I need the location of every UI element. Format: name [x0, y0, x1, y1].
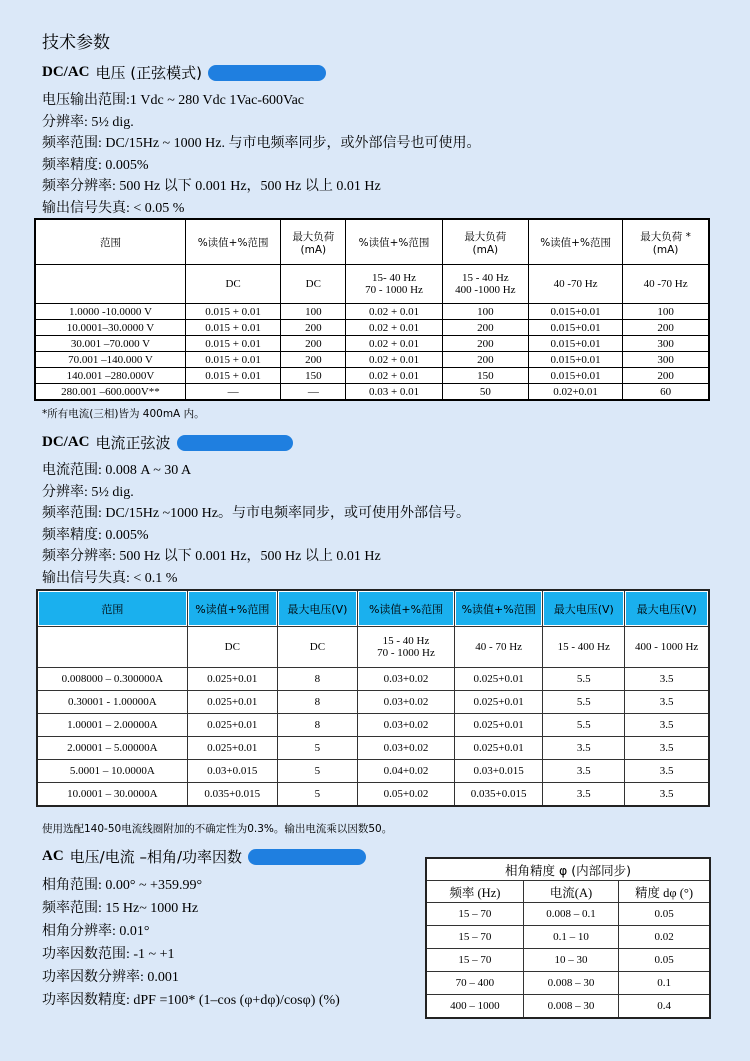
table-cell: 200 [442, 320, 528, 336]
voltage-heading-bold: DC/AC [42, 64, 90, 80]
table-cell: 3.5 [625, 783, 709, 807]
voltage-specs [42, 90, 480, 219]
table-cell: 200 [281, 352, 346, 368]
table-row [37, 691, 709, 714]
table-caption: 相角精度 φ (内部同步) [426, 858, 710, 881]
subheader-cell: DC [281, 265, 346, 304]
current-heading-bold: DC/AC [42, 434, 90, 450]
table-cell: 0.03+0.02 [357, 668, 454, 691]
current-spec-line: 频率范围: DC/15Hz ~1000 Hz。与市电频率同步，或可使用外部信号。 [42, 506, 470, 521]
table-cell: 3.5 [625, 691, 709, 714]
table-row [426, 972, 710, 995]
subheader-cell: 40 - 70 Hz [455, 627, 543, 668]
column-header: 最大电压(V) [543, 590, 625, 627]
column-header: 最大负荷 (mA) [442, 219, 528, 265]
table-cell: 8 [277, 714, 357, 737]
current-spec-line: 分辨率: 5½ dig. [42, 484, 134, 500]
voltage-table-body [35, 304, 709, 401]
current-spec-line: 输出信号失真: < 0.1 % [42, 570, 178, 586]
table-cell: 0.05 [619, 903, 710, 926]
column-header: %读值+%范围 [346, 219, 442, 265]
table-cell: 0.05+0.02 [357, 783, 454, 807]
table-cell: 70 – 400 [426, 972, 523, 995]
table-cell: 100 [623, 304, 709, 320]
column-header: 电流(A) [523, 881, 618, 903]
table-cell: 0.02+0.01 [528, 384, 622, 401]
table-cell: 0.025+0.01 [455, 668, 543, 691]
table-cell: 8 [277, 691, 357, 714]
phase-spec-line: 功率因数精度: dPF =100* (1–cos (φ+dφ)/cosφ) (%) [42, 993, 340, 1008]
table-row [35, 336, 709, 352]
subheader-cell: 15 - 40 Hz 400 -1000 Hz [442, 265, 528, 304]
current-spec-line: 频率分辨率: 500 Hz 以下 0.001 Hz，500 Hz 以上 0.01 Hz [42, 549, 381, 564]
table-cell: 0.015 + 0.01 [185, 352, 280, 368]
table-cell: 0.05 [619, 949, 710, 972]
voltage-table [34, 218, 710, 401]
subheader-cell: DC [185, 265, 280, 304]
table-cell: 0.035+0.015 [455, 783, 543, 807]
phase-spec-line: 功率因数范围: -1 ~ +1 [42, 947, 175, 962]
table-header-row [35, 219, 709, 265]
subheader-cell: 15 - 400 Hz [543, 627, 625, 668]
table-cell: 5 [277, 737, 357, 760]
table-cell: 8 [277, 668, 357, 691]
subheader-cell: 40 -70 Hz [528, 265, 622, 304]
column-header: 范围 [37, 590, 187, 627]
table-cell: 0.015 + 0.01 [185, 320, 280, 336]
current-spec-line: 电流范围: 0.008 A ~ 30 A [42, 463, 192, 478]
voltage-spec-line: 频率精度: 0.005% [42, 157, 149, 173]
table-cell: 60 [623, 384, 709, 401]
table-cell: 1.0000 -10.0000 V [35, 304, 185, 320]
column-header: %读值+%范围 [528, 219, 622, 265]
table-cell: 200 [442, 336, 528, 352]
subheader-cell [35, 265, 185, 304]
table-cell: 0.04+0.02 [357, 760, 454, 783]
phase-accuracy-table [425, 857, 711, 1019]
table-cell: 0.015+0.01 [528, 336, 622, 352]
table-cell: — [281, 384, 346, 401]
table-cell: 0.008 – 0.1 [523, 903, 618, 926]
table-subheader-row [35, 265, 709, 304]
table-cell: 10.0001–30.0000 V [35, 320, 185, 336]
table-caption-row [426, 858, 710, 881]
table-row [35, 304, 709, 320]
table-cell: 15 – 70 [426, 926, 523, 949]
table-row [37, 760, 709, 783]
subheader-cell: DC [277, 627, 357, 668]
subheader-cell: 15 - 40 Hz 70 - 1000 Hz [357, 627, 454, 668]
voltage-spec-line: 电压输出范围:1 Vdc ~ 280 Vdc 1Vac-600Vac [42, 93, 304, 108]
table-cell: 0.03+0.015 [455, 760, 543, 783]
column-header: 精度 dφ (°) [619, 881, 710, 903]
voltage-spec-line: 频率分辨率: 500 Hz 以下 0.001 Hz，500 Hz 以上 0.01 Hz [42, 179, 381, 194]
table-cell: 0.02 + 0.01 [346, 320, 442, 336]
table-cell: 2.00001 – 5.00000A [37, 737, 187, 760]
table-cell: 70.001 –140.000 V [35, 352, 185, 368]
page-title: 技术参数 [42, 33, 110, 53]
table-cell: 0.4 [619, 995, 710, 1019]
voltage-note: *所有电流(三相)皆为 400mA 内。 [42, 408, 205, 420]
phase-spec-line: 功率因数分辨率: 0.001 [42, 970, 179, 985]
current-spec-line: 频率精度: 0.005% [42, 527, 149, 543]
table-cell: 0.025+0.01 [455, 714, 543, 737]
voltage-heading [42, 62, 326, 83]
voltage-heading-cn: 电压 (正弦模式) [95, 64, 202, 82]
table-row [426, 903, 710, 926]
table-cell: 0.015 + 0.01 [185, 368, 280, 384]
table-cell: 0.03+0.015 [187, 760, 277, 783]
current-specs [42, 460, 470, 589]
subheader-cell [37, 627, 187, 668]
table-cell: 300 [623, 336, 709, 352]
voltage-spec-line: 分辨率: 5½ dig. [42, 114, 134, 130]
table-cell: 3.5 [543, 737, 625, 760]
phase-spec-line: 相角分辨率: 0.01° [42, 924, 150, 939]
table-cell: 200 [281, 336, 346, 352]
column-header: %读值+%范围 [185, 219, 280, 265]
table-cell: 0.015+0.01 [528, 320, 622, 336]
table-cell: 0.02 + 0.01 [346, 304, 442, 320]
table-cell: 15 – 70 [426, 903, 523, 926]
column-header: 频率 (Hz) [426, 881, 523, 903]
table-cell: 3.5 [543, 783, 625, 807]
table-cell: 0.008 – 30 [523, 972, 618, 995]
table-row [37, 668, 709, 691]
table-cell: 0.025+0.01 [187, 714, 277, 737]
subheader-cell: 15- 40 Hz 70 - 1000 Hz [346, 265, 442, 304]
table-subheader-row [37, 627, 709, 668]
subheader-cell: DC [187, 627, 277, 668]
table-cell: — [185, 384, 280, 401]
table-cell: 1.00001 – 2.00000A [37, 714, 187, 737]
table-cell: 5.0001 – 10.0000A [37, 760, 187, 783]
column-header: 最大负荷 * (mA) [623, 219, 709, 265]
table-row [35, 368, 709, 384]
column-header: %读值+%范围 [187, 590, 277, 627]
table-cell: 0.025+0.01 [455, 737, 543, 760]
phase-heading [42, 846, 366, 867]
table-cell: 5.5 [543, 714, 625, 737]
subheader-cell: 400 - 1000 Hz [625, 627, 709, 668]
table-cell: 50 [442, 384, 528, 401]
column-header: %读值+%范围 [455, 590, 543, 627]
table-cell: 280.001 –600.000V** [35, 384, 185, 401]
table-row [37, 737, 709, 760]
table-row [426, 926, 710, 949]
table-cell: 0.025+0.01 [187, 668, 277, 691]
phase-spec-line: 相角范围: 0.00° ~ +359.99° [42, 878, 203, 893]
table-cell: 200 [442, 352, 528, 368]
table-row [426, 949, 710, 972]
table-cell: 0.03 + 0.01 [346, 384, 442, 401]
current-table [36, 589, 710, 807]
column-header: %读值+%范围 [357, 590, 454, 627]
phase-spec-line: 频率范围: 15 Hz~ 1000 Hz [42, 901, 199, 916]
column-header: 范围 [35, 219, 185, 265]
table-cell: 5 [277, 783, 357, 807]
table-cell: 0.025+0.01 [187, 691, 277, 714]
table-cell: 140.001 –280.000V [35, 368, 185, 384]
table-header-row [37, 590, 709, 627]
table-row [37, 714, 709, 737]
table-cell: 200 [623, 368, 709, 384]
table-cell: 0.015 + 0.01 [185, 336, 280, 352]
table-cell: 0.02 + 0.01 [346, 336, 442, 352]
table-cell: 0.02 + 0.01 [346, 352, 442, 368]
table-cell: 0.008000 – 0.300000A [37, 668, 187, 691]
table-cell: 3.5 [625, 737, 709, 760]
table-cell: 5 [277, 760, 357, 783]
table-cell: 0.015+0.01 [528, 352, 622, 368]
table-cell: 0.03+0.02 [357, 691, 454, 714]
table-cell: 0.03+0.02 [357, 737, 454, 760]
column-header: 最大电压(V) [277, 590, 357, 627]
current-note: 使用选配140-50电流线圈附加的不确定性为0.3%。输出电流乘以因数50。 [42, 823, 393, 835]
table-row [35, 320, 709, 336]
highlight-blob [208, 65, 326, 81]
table-cell: 150 [281, 368, 346, 384]
table-cell: 0.30001 - 1.00000A [37, 691, 187, 714]
table-cell: 0.03+0.02 [357, 714, 454, 737]
table-cell: 3.5 [625, 714, 709, 737]
table-cell: 5.5 [543, 691, 625, 714]
table-cell: 15 – 70 [426, 949, 523, 972]
table-cell: 150 [442, 368, 528, 384]
table-cell: 0.1 [619, 972, 710, 995]
table-cell: 0.015 + 0.01 [185, 304, 280, 320]
table-cell: 3.5 [543, 760, 625, 783]
table-cell: 0.02 [619, 926, 710, 949]
table-cell: 0.015+0.01 [528, 368, 622, 384]
table-cell: 0.035+0.015 [187, 783, 277, 807]
table-cell: 30.001 –70.000 V [35, 336, 185, 352]
phase-table-body [426, 903, 710, 1019]
table-row [35, 352, 709, 368]
table-row [426, 995, 710, 1019]
voltage-spec-line: 频率范围: DC/15Hz ~ 1000 Hz. 与市电频率同步，或外部信号也可使用。 [42, 136, 481, 151]
highlight-blob [177, 435, 293, 451]
table-cell: 200 [623, 320, 709, 336]
table-row [35, 384, 709, 401]
table-cell: 3.5 [625, 668, 709, 691]
table-cell: 0.1 – 10 [523, 926, 618, 949]
table-cell: 3.5 [625, 760, 709, 783]
table-cell: 100 [442, 304, 528, 320]
table-cell: 10 – 30 [523, 949, 618, 972]
phase-specs [42, 874, 340, 1012]
table-cell: 5.5 [543, 668, 625, 691]
table-cell: 0.025+0.01 [455, 691, 543, 714]
table-cell: 0.015+0.01 [528, 304, 622, 320]
table-cell: 0.025+0.01 [187, 737, 277, 760]
voltage-spec-line: 输出信号失真: < 0.05 % [42, 200, 185, 216]
table-cell: 0.008 – 30 [523, 995, 618, 1019]
table-cell: 100 [281, 304, 346, 320]
column-header: 最大负荷 (mA) [281, 219, 346, 265]
current-heading-cn: 电流正弦波 [95, 434, 171, 452]
phase-heading-cn: 电压/电流 –相角/功率因数 [69, 848, 243, 866]
table-row [37, 783, 709, 807]
column-header: 最大电压(V) [625, 590, 709, 627]
highlight-blob [248, 849, 366, 865]
table-cell: 10.0001 – 30.0000A [37, 783, 187, 807]
table-cell: 200 [281, 320, 346, 336]
table-cell: 300 [623, 352, 709, 368]
current-table-body [37, 668, 709, 807]
table-cell: 400 – 1000 [426, 995, 523, 1019]
table-cell: 0.02 + 0.01 [346, 368, 442, 384]
subheader-cell: 40 -70 Hz [623, 265, 709, 304]
table-header-row [426, 881, 710, 903]
current-heading [42, 432, 293, 453]
phase-heading-bold: AC [42, 848, 64, 864]
